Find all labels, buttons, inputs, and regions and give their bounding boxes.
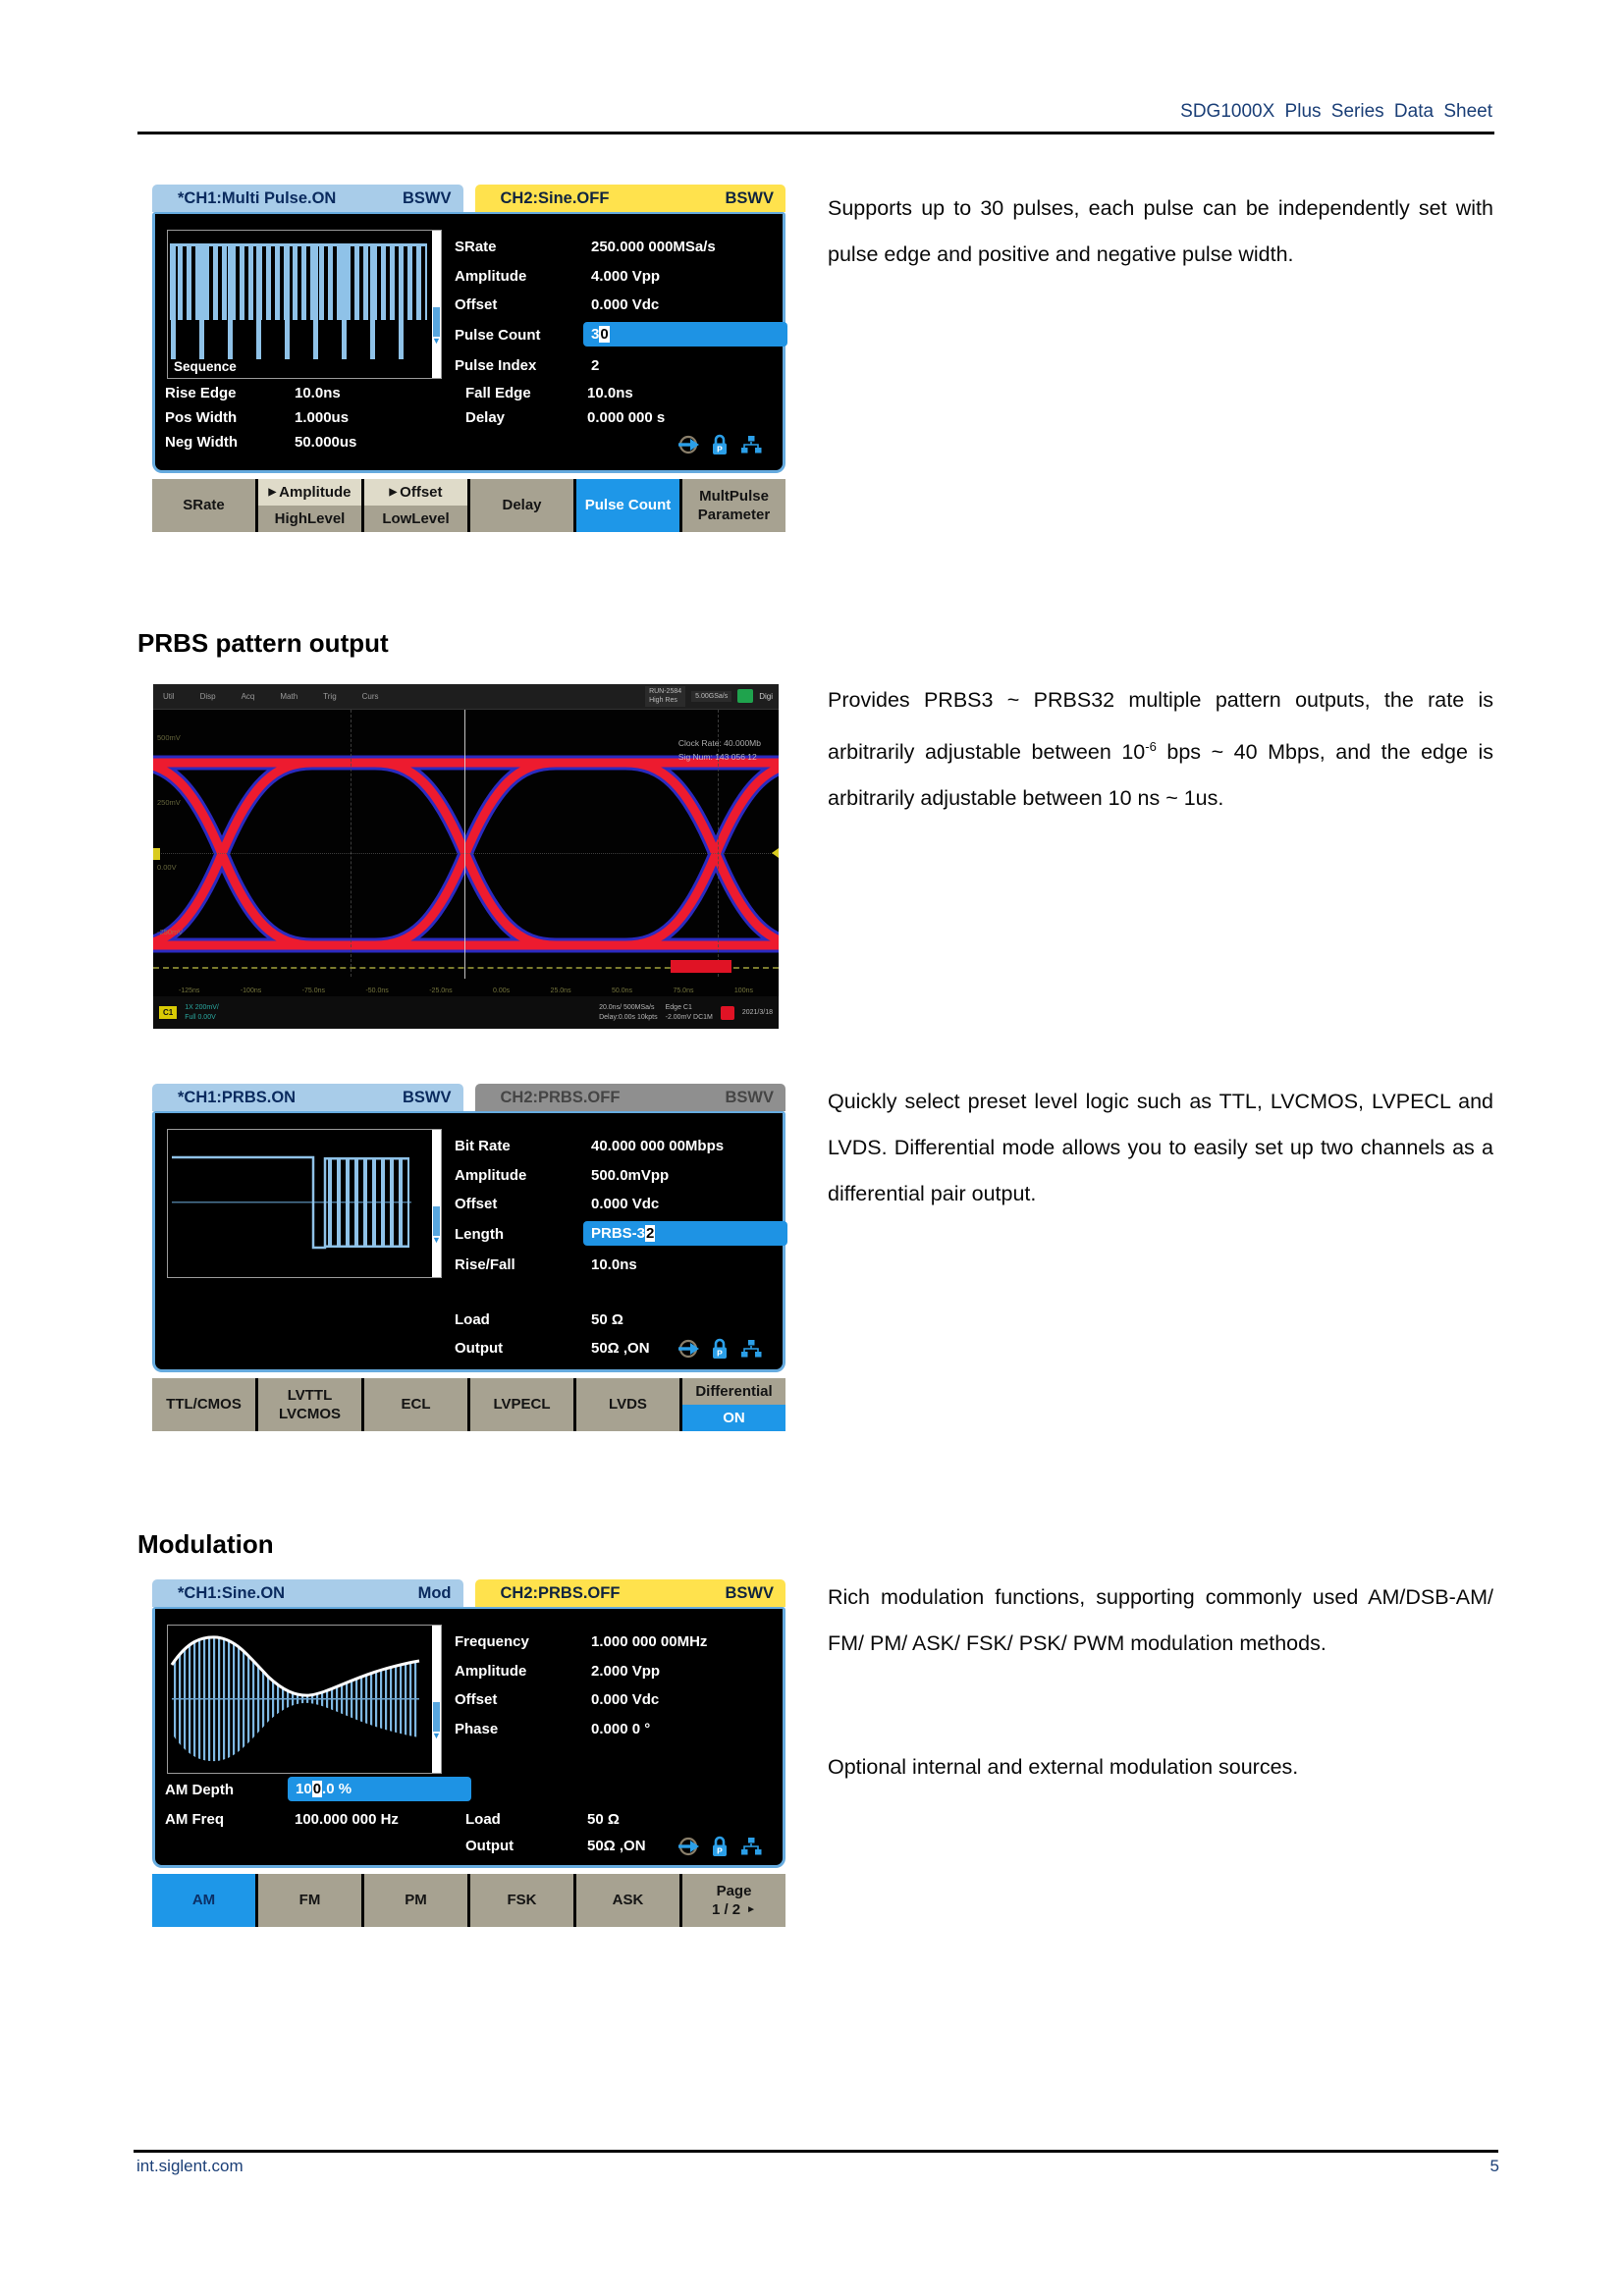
param-row: Bit Rate 40.000 000 00Mbps <box>455 1138 725 1154</box>
softkey-pulse-count: Pulse Count <box>576 479 679 532</box>
scope-menu-bar <box>153 684 779 710</box>
scope-menu-item: Util <box>163 692 175 701</box>
modulation-screenshot <box>152 1579 785 1927</box>
pulse-train-waveform <box>168 231 434 378</box>
timebase-info: 20.0ns/ 500MSa/s Delay:0.00s 10kpts <box>599 1003 658 1021</box>
lcd-screen <box>152 1111 785 1372</box>
lcd-screen <box>152 1607 785 1868</box>
oscilloscope-screenshot <box>153 684 779 1029</box>
waveform-preview <box>167 230 442 379</box>
scope-menu-item: Math <box>280 692 298 701</box>
edit-cursor: 0 <box>312 1781 322 1797</box>
param-row: Offset 0.000 Vdc <box>455 1691 660 1708</box>
svg-text:P: P <box>717 444 723 454</box>
softkey-lvds: LVDS <box>576 1378 679 1431</box>
page-header-title: SDG1000X Plus Series Data Sheet <box>1180 101 1492 122</box>
v-scale-label: -250mV <box>157 928 184 936</box>
param-row: Amplitude 4.000 Vpp <box>455 268 661 285</box>
prbs-waveform <box>168 1130 434 1277</box>
softkey-menu <box>152 479 785 532</box>
param-row: Pulse Index 2 <box>455 357 600 374</box>
channel-badge: C1 <box>159 1006 177 1019</box>
param-row: Load 50 Ω <box>465 1811 620 1828</box>
section-heading-prbs: PRBS pattern output <box>137 628 389 658</box>
scrollbar <box>432 231 441 378</box>
prbs-description: Provides PRBS3 ~ PRBS32 multiple pattern outputs, the rate is arbitrarily adjustable between $10^{-6}$ bps ~ 40 Mbps, and the edge is arbitrarily adjustable between 10 ns ~ 1us. <box>828 688 1493 811</box>
softkey-menu <box>152 1378 785 1431</box>
param-row: Frequency 1.000 000 00MHz <box>455 1633 708 1650</box>
lan-icon <box>739 1836 763 1857</box>
param-row: Neg Width 50.000us <box>165 434 357 451</box>
ch1-label: *CH1:PRBS.ON <box>178 1088 297 1106</box>
scope-status-cluster <box>645 686 773 707</box>
ch2-mode: BSWV <box>725 1583 774 1602</box>
ch2-label: CH2:PRBS.OFF <box>500 1583 621 1602</box>
modulation-description-2: Optional internal and external modulation sources. <box>828 1755 1299 1779</box>
am-waveform <box>168 1626 434 1773</box>
scope-status-bar <box>153 996 779 1029</box>
v-scale-label: 250mV <box>157 798 181 807</box>
section-heading-modulation: Modulation <box>137 1529 274 1559</box>
decode-bus-label <box>671 960 731 973</box>
scope-menu-item: Disp <box>199 692 216 701</box>
param-row: Output 50Ω ,ON <box>455 1340 650 1357</box>
status-icons <box>677 1836 763 1857</box>
ch1-mode: BSWV <box>403 1088 452 1106</box>
logic-levels-description: Quickly select preset level logic such as TTL, LVCMOS, LVPECL and LVDS. Differential mode allows you to easily set up two channels as a differential pair output. <box>828 1090 1493 1205</box>
softkey-fsk: FSK <box>470 1874 573 1927</box>
lock-icon <box>709 1836 731 1857</box>
ch2-label: CH2:Sine.OFF <box>500 188 610 207</box>
footer-website: int.siglent.com <box>136 2157 244 2175</box>
prbs-screenshot <box>152 1084 785 1431</box>
channel-marker <box>153 848 160 860</box>
tab-ch1 <box>152 185 463 212</box>
brand-logo <box>721 1006 734 1020</box>
channel-tabs <box>152 1579 785 1607</box>
scope-menu-item: Trig <box>323 692 337 701</box>
param-row: Length <box>455 1226 504 1243</box>
param-row: AM Freq 100.000 000 Hz <box>165 1811 399 1828</box>
tab-ch2 <box>475 1084 786 1111</box>
param-row: Load 50 Ω <box>455 1311 623 1328</box>
output-loop-icon <box>677 1338 700 1360</box>
scroll-down-icon: ▼ <box>432 1235 441 1245</box>
softkey-lvttl-lvcmos: LVTTL LVCMOS <box>258 1378 361 1431</box>
scrollbar-thumb <box>433 1206 440 1236</box>
header-rule <box>137 132 1494 134</box>
trigger-info: Edge C1 -2.00mV DC1M <box>665 1003 713 1021</box>
param-row: Pos Width 1.000us <box>165 409 350 426</box>
date-label: 2021/3/18 <box>741 1008 773 1016</box>
scroll-down-icon: ▼ <box>432 1731 441 1740</box>
softkey-ask: ASK <box>576 1874 679 1927</box>
ch2-label: CH2:PRBS.OFF <box>500 1088 621 1106</box>
output-loop-icon <box>677 434 700 455</box>
am-depth-edit-field: 100.0 % <box>288 1777 471 1801</box>
status-icons <box>677 434 763 455</box>
param-row: Rise Edge 10.0ns <box>165 385 341 401</box>
channel-settings: 1X 200mV/ Full 0.00V <box>185 1003 219 1021</box>
ch1-mode: BSWV <box>403 188 452 207</box>
ch1-mode: Mod <box>417 1583 452 1602</box>
sample-rate: 5.00GSa/s <box>691 691 731 702</box>
pulse-count-edit-field: 30 <box>583 322 787 347</box>
param-row: Amplitude 2.000 Vpp <box>455 1663 661 1680</box>
output-loop-icon <box>677 1836 700 1857</box>
footer-rule <box>134 2150 1498 2153</box>
v-scale-label: 500mV <box>157 733 181 742</box>
softkey-differential: Differential ON <box>682 1378 785 1431</box>
param-row: Pulse Count <box>455 327 541 344</box>
param-row: Phase 0.000 0 ° <box>455 1721 651 1737</box>
edit-cursor: 2 <box>646 1225 655 1242</box>
param-row: Output 50Ω ,ON <box>465 1838 646 1854</box>
modulation-description-1: Rich modulation functions, supporting commonly used AM/DSB-AM/ FM/ PM/ ASK/ FSK/ PSK/ PWM modulation methods. <box>828 1585 1493 1655</box>
edit-cursor: 0 <box>600 326 609 343</box>
scroll-down-icon: ▼ <box>432 336 441 346</box>
param-row: SRate 250.000 000MSa/s <box>455 239 716 255</box>
status-right-cluster <box>599 1003 773 1023</box>
softkey-fm: FM <box>258 1874 361 1927</box>
lan-icon <box>739 1338 763 1360</box>
waveform-preview <box>167 1129 442 1278</box>
softkey-srate: SRate <box>152 479 255 532</box>
trigger-level-marker <box>772 848 779 858</box>
status-led <box>737 689 753 703</box>
svg-text:P: P <box>717 1348 723 1359</box>
channel-tabs <box>152 185 785 212</box>
superscript: -6 <box>1145 739 1157 754</box>
softkey-amplitude: ▶ Amplitude HighLevel <box>258 479 361 532</box>
scrollbar-thumb <box>433 307 440 337</box>
length-edit-field: PRBS-32 <box>583 1221 787 1246</box>
time-axis-labels: -125ns -100ns -75.0ns -50.0ns -25.0ns 0.00s 25.0ns 50.0ns 75.0ns 100ns <box>179 988 753 994</box>
center-gridline <box>153 853 779 854</box>
tab-ch2 <box>475 1579 786 1607</box>
tab-ch1 <box>152 1579 463 1607</box>
lan-icon <box>739 434 763 455</box>
clock-annotation: Clock Rate: 40.000Mb Sig Num: 143 056 12 <box>677 738 761 762</box>
softkey-page: Page 1 / 2 ► <box>682 1874 785 1927</box>
tab-ch2 <box>475 185 786 212</box>
multipulse-description: Supports up to 30 pulses, each pulse can be independently set with pulse edge and positive and negative pulse width. <box>828 196 1493 266</box>
softkey-multpulse-parameter: MultPulse Parameter <box>682 479 785 532</box>
param-row: Rise/Fall 10.0ns <box>455 1256 637 1273</box>
scope-graticule <box>153 710 779 996</box>
param-row: AM Depth <box>165 1782 234 1798</box>
trigger-position-line <box>464 710 465 979</box>
multipulse-screenshot <box>152 185 785 532</box>
softkey-ttl-cmos: TTL/CMOS <box>152 1378 255 1431</box>
softkey-delay: Delay <box>470 479 573 532</box>
cursor-gridline <box>351 710 352 977</box>
softkey-menu <box>152 1874 785 1927</box>
softkey-ecl: ECL <box>364 1378 467 1431</box>
param-row: Fall Edge 10.0ns <box>465 385 633 401</box>
ch1-label: *CH1:Multi Pulse.ON <box>178 188 337 207</box>
softkey-pm: PM <box>364 1874 467 1927</box>
waveform-label: Sequence <box>174 359 237 374</box>
param-row: Delay 0.000 000 s <box>465 409 666 426</box>
tab-ch1 <box>152 1084 463 1111</box>
lcd-screen <box>152 212 785 473</box>
lock-icon <box>709 1338 731 1360</box>
acquisition-status: RUN-2584 High Res <box>645 686 685 707</box>
param-row: Offset 0.000 Vdc <box>455 1196 660 1212</box>
digital-menu: Digi <box>759 691 773 701</box>
scrollbar-thumb <box>433 1702 440 1732</box>
footer-page-number: 5 <box>1489 2157 1499 2175</box>
channel-tabs <box>152 1084 785 1111</box>
status-icons <box>677 1338 763 1360</box>
v-scale-label: 0.00V <box>157 863 177 872</box>
param-row: Offset 0.000 Vdc <box>455 296 660 313</box>
ch2-mode: BSWV <box>725 188 774 207</box>
lock-icon <box>709 434 731 455</box>
scrollbar <box>432 1130 441 1277</box>
scope-menu-item: Acq <box>241 692 255 701</box>
scrollbar <box>432 1626 441 1773</box>
param-row: Amplitude 500.0mVpp <box>455 1167 670 1184</box>
ch2-mode: BSWV <box>725 1088 774 1106</box>
ch1-label: *CH1:Sine.ON <box>178 1583 286 1602</box>
scope-menu-item: Curs <box>361 692 379 701</box>
softkey-lvpecl: LVPECL <box>470 1378 573 1431</box>
softkey-offset: ▶ Offset LowLevel <box>364 479 467 532</box>
select-arrow-icon: ▶ <box>389 487 398 498</box>
svg-text:P: P <box>717 1845 723 1856</box>
next-page-arrow-icon: ► <box>746 1904 757 1916</box>
softkey-am: AM <box>152 1874 255 1927</box>
select-arrow-icon: ▶ <box>268 487 277 498</box>
waveform-preview <box>167 1625 442 1774</box>
